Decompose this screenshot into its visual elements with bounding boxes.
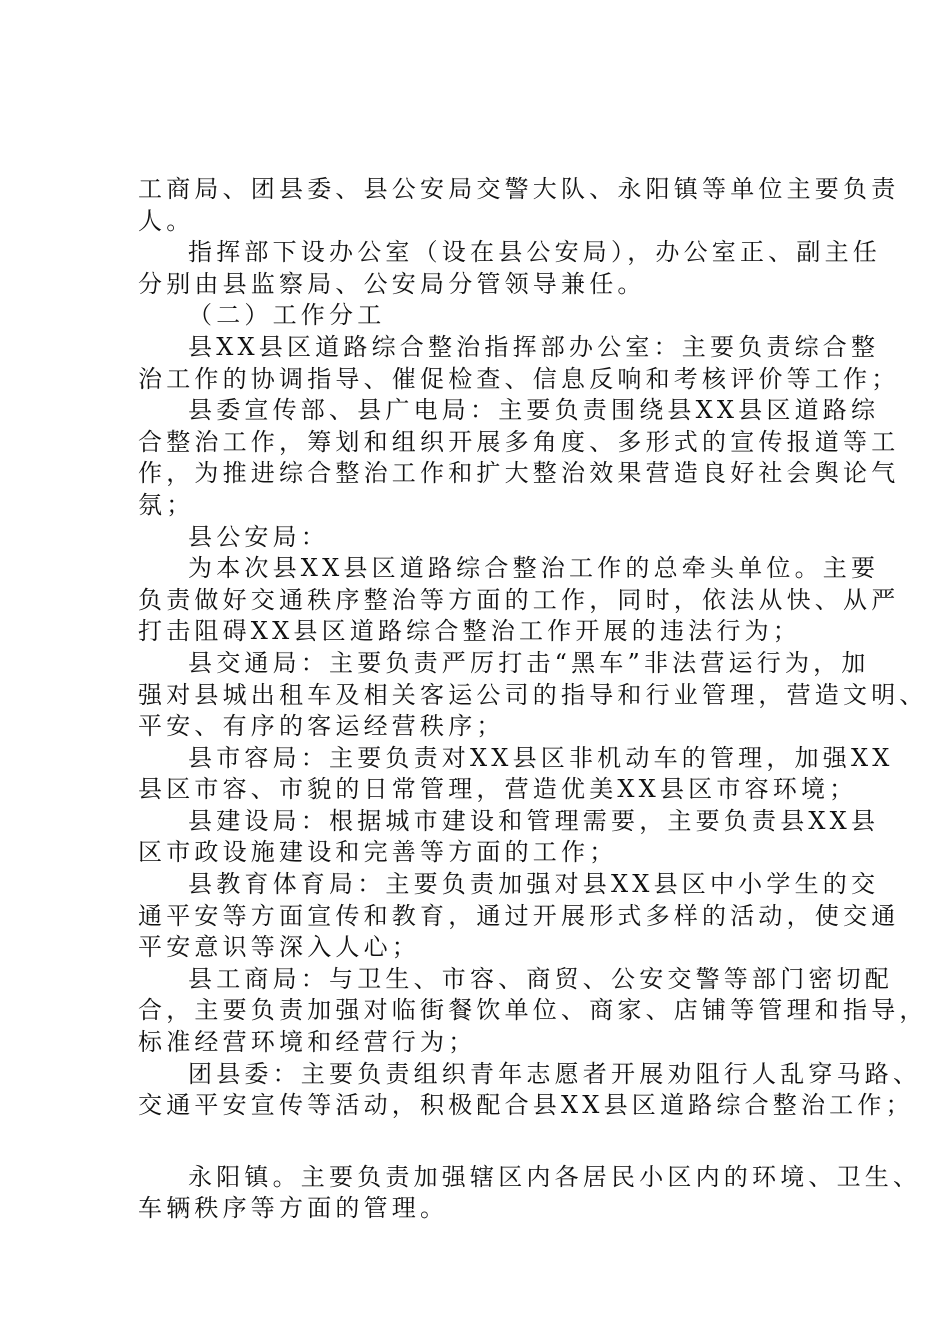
text-line: 分别由县监察局、公安局分管领导兼任。 [138, 269, 646, 298]
text-line: 合整治工作，筹划和组织开展多角度、多形式的宣传报道等工 [138, 427, 900, 456]
text-line: 人。 [138, 206, 195, 235]
text-line: 负责做好交通秩序整治等方面的工作，同时，依法从快、从严 [138, 585, 900, 614]
text-line: 强对县城出租车及相关客运公司的指导和行业管理，营造文明、 [138, 680, 928, 709]
document-page [138, 174, 928, 1225]
text-line: （二）工作分工 [188, 301, 386, 330]
text-line: 标准经营环境和经营行为； [138, 1028, 477, 1057]
text-line: 作，为推进综合整治工作和扩大整治效果营造良好社会舆论气 [138, 459, 900, 488]
text-line: 平安、有序的客运经营秩序； [138, 712, 505, 741]
text-line: 县建设局：根据城市建设和管理需要，主要负责县XX县 [188, 806, 880, 835]
text-line: 县公安局： [188, 522, 329, 551]
text-line: 县交通局：主要负责严厉打击“黑车”非法营运行为，加 [188, 648, 870, 677]
text-line: 工商局、团县委、县公安局交警大队、永阳镇等单位主要负责 [138, 175, 900, 203]
text-line: 永阳镇。主要负责加强辖区内各居民小区内的环境、卫生、 [188, 1162, 922, 1191]
text-line: 治工作的协调指导、催促检查、信息反响和考核评价等工作； [138, 364, 900, 393]
text-line: 县市容局：主要负责对XX县区非机动车的管理，加强XX [188, 743, 894, 772]
text-line: 县委宣传部、县广电局：主要负责围绕县XX县区道路综 [188, 396, 880, 425]
text-line: 车辆秩序等方面的管理。 [138, 1194, 449, 1223]
text-line: 交通平安宣传等活动，积极配合县XX县区道路综合整治工作； [138, 1091, 914, 1120]
text-line: 县XX县区道路综合整治指挥部办公室：主要负责综合整 [188, 332, 880, 361]
text-line: 通平安等方面宣传和教育，通过开展形式多样的活动，使交通 [138, 901, 900, 930]
text-line: 指挥部下设办公室（设在县公安局），办公室正、副主任 [188, 238, 881, 267]
text-line: 区市政设施建设和完善等方面的工作； [138, 838, 618, 867]
blank-line [138, 1122, 838, 1162]
text-line: 打击阻碍XX县区道路综合整治工作开展的违法行为； [138, 617, 801, 646]
text-line: 为本次县XX县区道路综合整治工作的总牵头单位。主要 [188, 554, 880, 583]
text-line: 县区市容、市貌的日常管理，营造优美XX县区市容环境； [138, 775, 858, 804]
text-line: 县教育体育局：主要负责加强对县XX县区中小学生的交 [188, 870, 880, 899]
text-line: 合，主要负责加强对临街餐饮单位、商家、店铺等管理和指导， [138, 996, 928, 1025]
text-line: 团县委：主要负责组织青年志愿者开展劝阻行人乱穿马路、 [188, 1059, 922, 1088]
text-line: 平安意识等深入人心； [138, 933, 420, 962]
text-line: 县工商局：与卫生、市容、商贸、公安交警等部门密切配 [188, 964, 893, 993]
text-line: 氛； [138, 490, 195, 519]
